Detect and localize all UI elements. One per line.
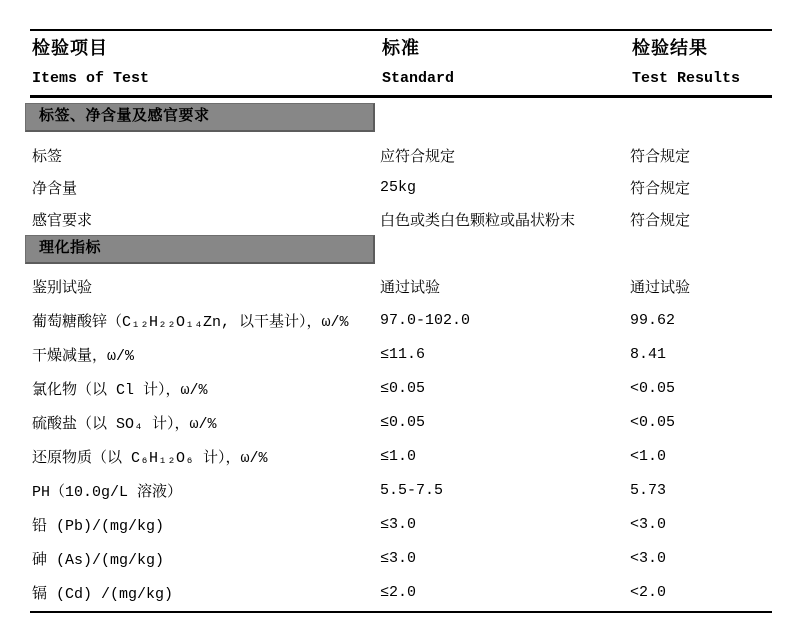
result-cell: <0.05	[630, 379, 676, 397]
table-row	[30, 269, 772, 303]
column-header-standard	[380, 31, 630, 95]
section-rows-label-net-content-sensory	[30, 139, 772, 235]
table-row	[30, 439, 772, 473]
result-cell: <2.0	[630, 583, 667, 601]
column-header-standard-en: Standard	[382, 70, 455, 87]
item-cell: 氯化物（以 Cl 计），ω/%	[32, 381, 208, 399]
result-cell: <0.05	[630, 413, 676, 431]
item-cell: 还原物质（以 C₆H₁₂O₆ 计），ω/%	[32, 449, 268, 467]
item-cell: 净含量	[32, 180, 78, 198]
standard-cell: ≤0.05	[380, 413, 426, 431]
standard-cell: 5.5-7.5	[380, 481, 444, 499]
result-cell: 符合规定	[630, 148, 691, 166]
column-header-items-zh: 检验项目	[32, 40, 108, 60]
item-cell: 干燥减量，ω/%	[32, 347, 135, 365]
standard-cell: ≤3.0	[380, 515, 417, 533]
standard-cell: 97.0-102.0	[380, 311, 471, 329]
column-header-results-zh: 检验结果	[632, 40, 708, 60]
item-cell: PH（10.0g/L 溶液）	[32, 483, 183, 501]
result-cell: 通过试验	[630, 279, 691, 297]
result-cell: 符合规定	[630, 212, 691, 230]
item-cell: 鉴别试验	[32, 279, 93, 297]
table-row	[30, 371, 772, 405]
bottom-divider	[30, 611, 772, 613]
standard-cell: ≤1.0	[380, 447, 417, 465]
column-header-standard-zh: 标准	[382, 40, 420, 60]
standard-cell: 25kg	[380, 178, 417, 196]
standard-cell: ≤0.05	[380, 379, 426, 397]
standard-cell: 通过试验	[380, 279, 441, 297]
item-cell: 硫酸盐（以 SO₄ 计），ω/%	[32, 415, 217, 433]
result-cell: <1.0	[630, 447, 667, 465]
item-cell: 镉 (Cd) /(mg/kg)	[32, 585, 174, 603]
result-cell: 8.41	[630, 345, 667, 363]
table-row	[30, 139, 772, 171]
result-cell: <3.0	[630, 549, 667, 567]
result-cell: 5.73	[630, 481, 667, 499]
table-row	[30, 203, 772, 235]
table-row	[30, 507, 772, 541]
column-header-results	[630, 31, 772, 95]
item-cell: 感官要求	[32, 212, 93, 230]
item-cell: 砷 (As)/(mg/kg)	[32, 551, 165, 569]
table-row	[30, 337, 772, 371]
table-row	[30, 405, 772, 439]
result-cell: <3.0	[630, 515, 667, 533]
item-cell: 葡萄糖酸锌（C₁₂H₂₂O₁₄Zn, 以干基计），ω/%	[32, 313, 349, 331]
item-cell: 铅 (Pb)/(mg/kg)	[32, 517, 165, 535]
header-divider	[30, 95, 772, 98]
standard-cell: 白色或类白色颗粒或晶状粉末	[380, 212, 576, 230]
column-header-items-en: Items of Test	[32, 70, 150, 87]
table-row	[30, 541, 772, 575]
result-cell: 99.62	[630, 311, 676, 329]
table-row	[30, 303, 772, 337]
section-header-physicochemical: 理化指标	[25, 235, 375, 264]
table-row	[30, 473, 772, 507]
table-row	[30, 171, 772, 203]
table-header-row	[30, 31, 772, 95]
item-cell: 标签	[32, 148, 63, 166]
table-row	[30, 575, 772, 609]
column-header-items	[30, 31, 380, 95]
test-results-table	[30, 29, 772, 613]
section-header-label-net-content-sensory: 标签、净含量及感官要求	[25, 103, 375, 132]
standard-cell: ≤2.0	[380, 583, 417, 601]
standard-cell: ≤3.0	[380, 549, 417, 567]
standard-cell: 应符合规定	[380, 148, 456, 166]
result-cell: 符合规定	[630, 180, 691, 198]
column-header-results-en: Test Results	[632, 70, 741, 87]
standard-cell: ≤11.6	[380, 345, 426, 363]
section-rows-physicochemical	[30, 269, 772, 609]
